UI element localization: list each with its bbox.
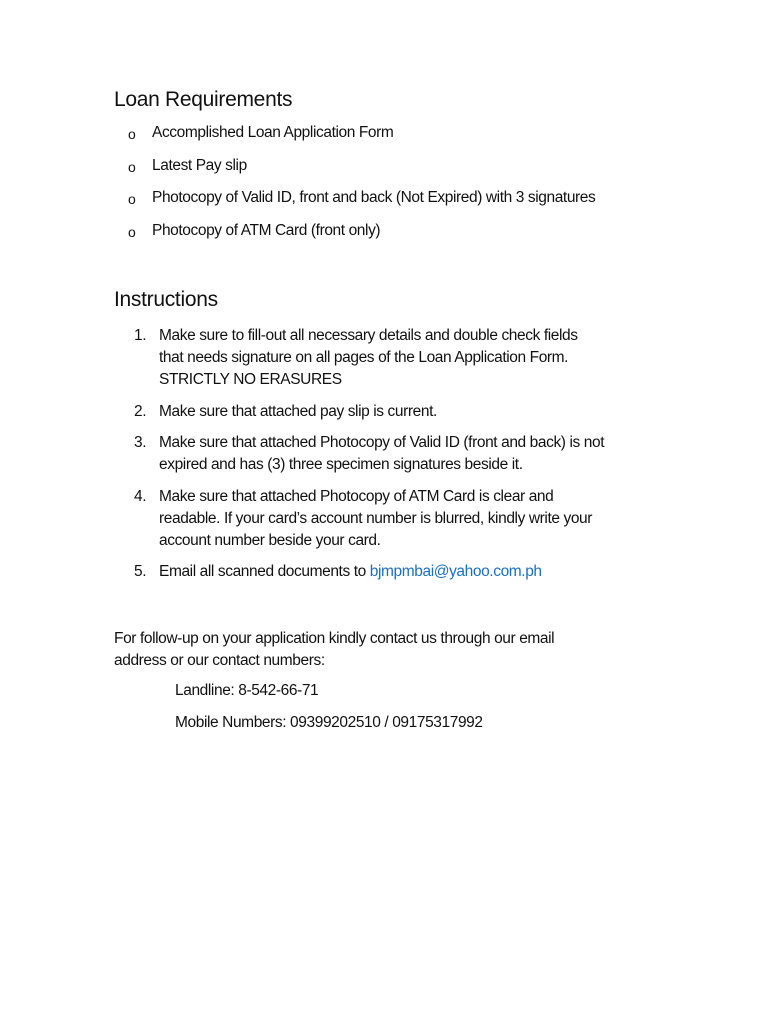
step-number: 3. (134, 434, 147, 451)
step-line: Make sure that attached Photocopy of ATM Card is clear and (159, 487, 554, 505)
list-item (128, 222, 595, 255)
requirement-text: Photocopy of ATM Card (front only) (152, 221, 381, 239)
instructions-list (134, 325, 694, 593)
step-line: readable. If your card’s account number is blurred, kindly write your (159, 509, 593, 527)
list-item (128, 189, 595, 222)
step-line: expired and has (3) three specimen signatures beside it. (159, 456, 523, 473)
list-item (128, 157, 595, 190)
list-item (134, 325, 694, 391)
step-number: 4. (134, 487, 147, 505)
mobile-numbers: Mobile Numbers: 09399202510 / 09175317992 (175, 714, 483, 731)
step-line: account number beside your card. (159, 531, 381, 549)
requirement-text: Photocopy of Valid ID, front and back (Not Expired) with 3 signatures (152, 189, 596, 206)
step-line: that needs signature on all pages of the Loan Application Form. (159, 349, 569, 366)
step-line: Make sure that attached Photocopy of Valid ID (front and back) is not (159, 434, 605, 451)
bullet-icon: o (128, 223, 136, 240)
list-item (134, 401, 694, 423)
bullet-icon: o (128, 158, 136, 175)
requirement-text: Latest Pay slip (152, 156, 247, 174)
step-number: 5. (134, 563, 147, 580)
landline-number: Landline: 8-542-66-71 (175, 682, 319, 699)
step-text (159, 486, 694, 552)
requirements-list (128, 124, 595, 254)
followup-paragraph (114, 628, 674, 672)
email-link[interactable]: bjmpmbai@yahoo.com.ph (369, 563, 542, 580)
followup-line: address or our contact numbers: (114, 652, 325, 669)
list-item (134, 561, 694, 583)
loan-requirements-heading: Loan Requirements (114, 88, 293, 111)
instructions-heading: Instructions (114, 288, 218, 311)
list-item (134, 432, 694, 476)
bullet-icon: o (128, 191, 136, 207)
list-item (134, 486, 694, 552)
step-number: 1. (134, 327, 147, 344)
step-line: Email all scanned documents to (159, 563, 370, 580)
bullet-icon: o (128, 126, 136, 142)
step-line: Make sure to fill-out all necessary details and double check fields (159, 327, 578, 344)
step-text: Make sure that attached pay slip is current. (159, 402, 437, 420)
step-line: STRICTLY NO ERASURES (159, 371, 342, 388)
followup-line: For follow-up on your application kindly contact us through our email (114, 630, 555, 647)
step-text (159, 432, 694, 476)
step-text (159, 561, 694, 583)
list-item (128, 124, 595, 157)
step-number: 2. (134, 402, 147, 420)
step-text (159, 325, 694, 391)
requirement-text: Accomplished Loan Application Form (152, 124, 394, 141)
